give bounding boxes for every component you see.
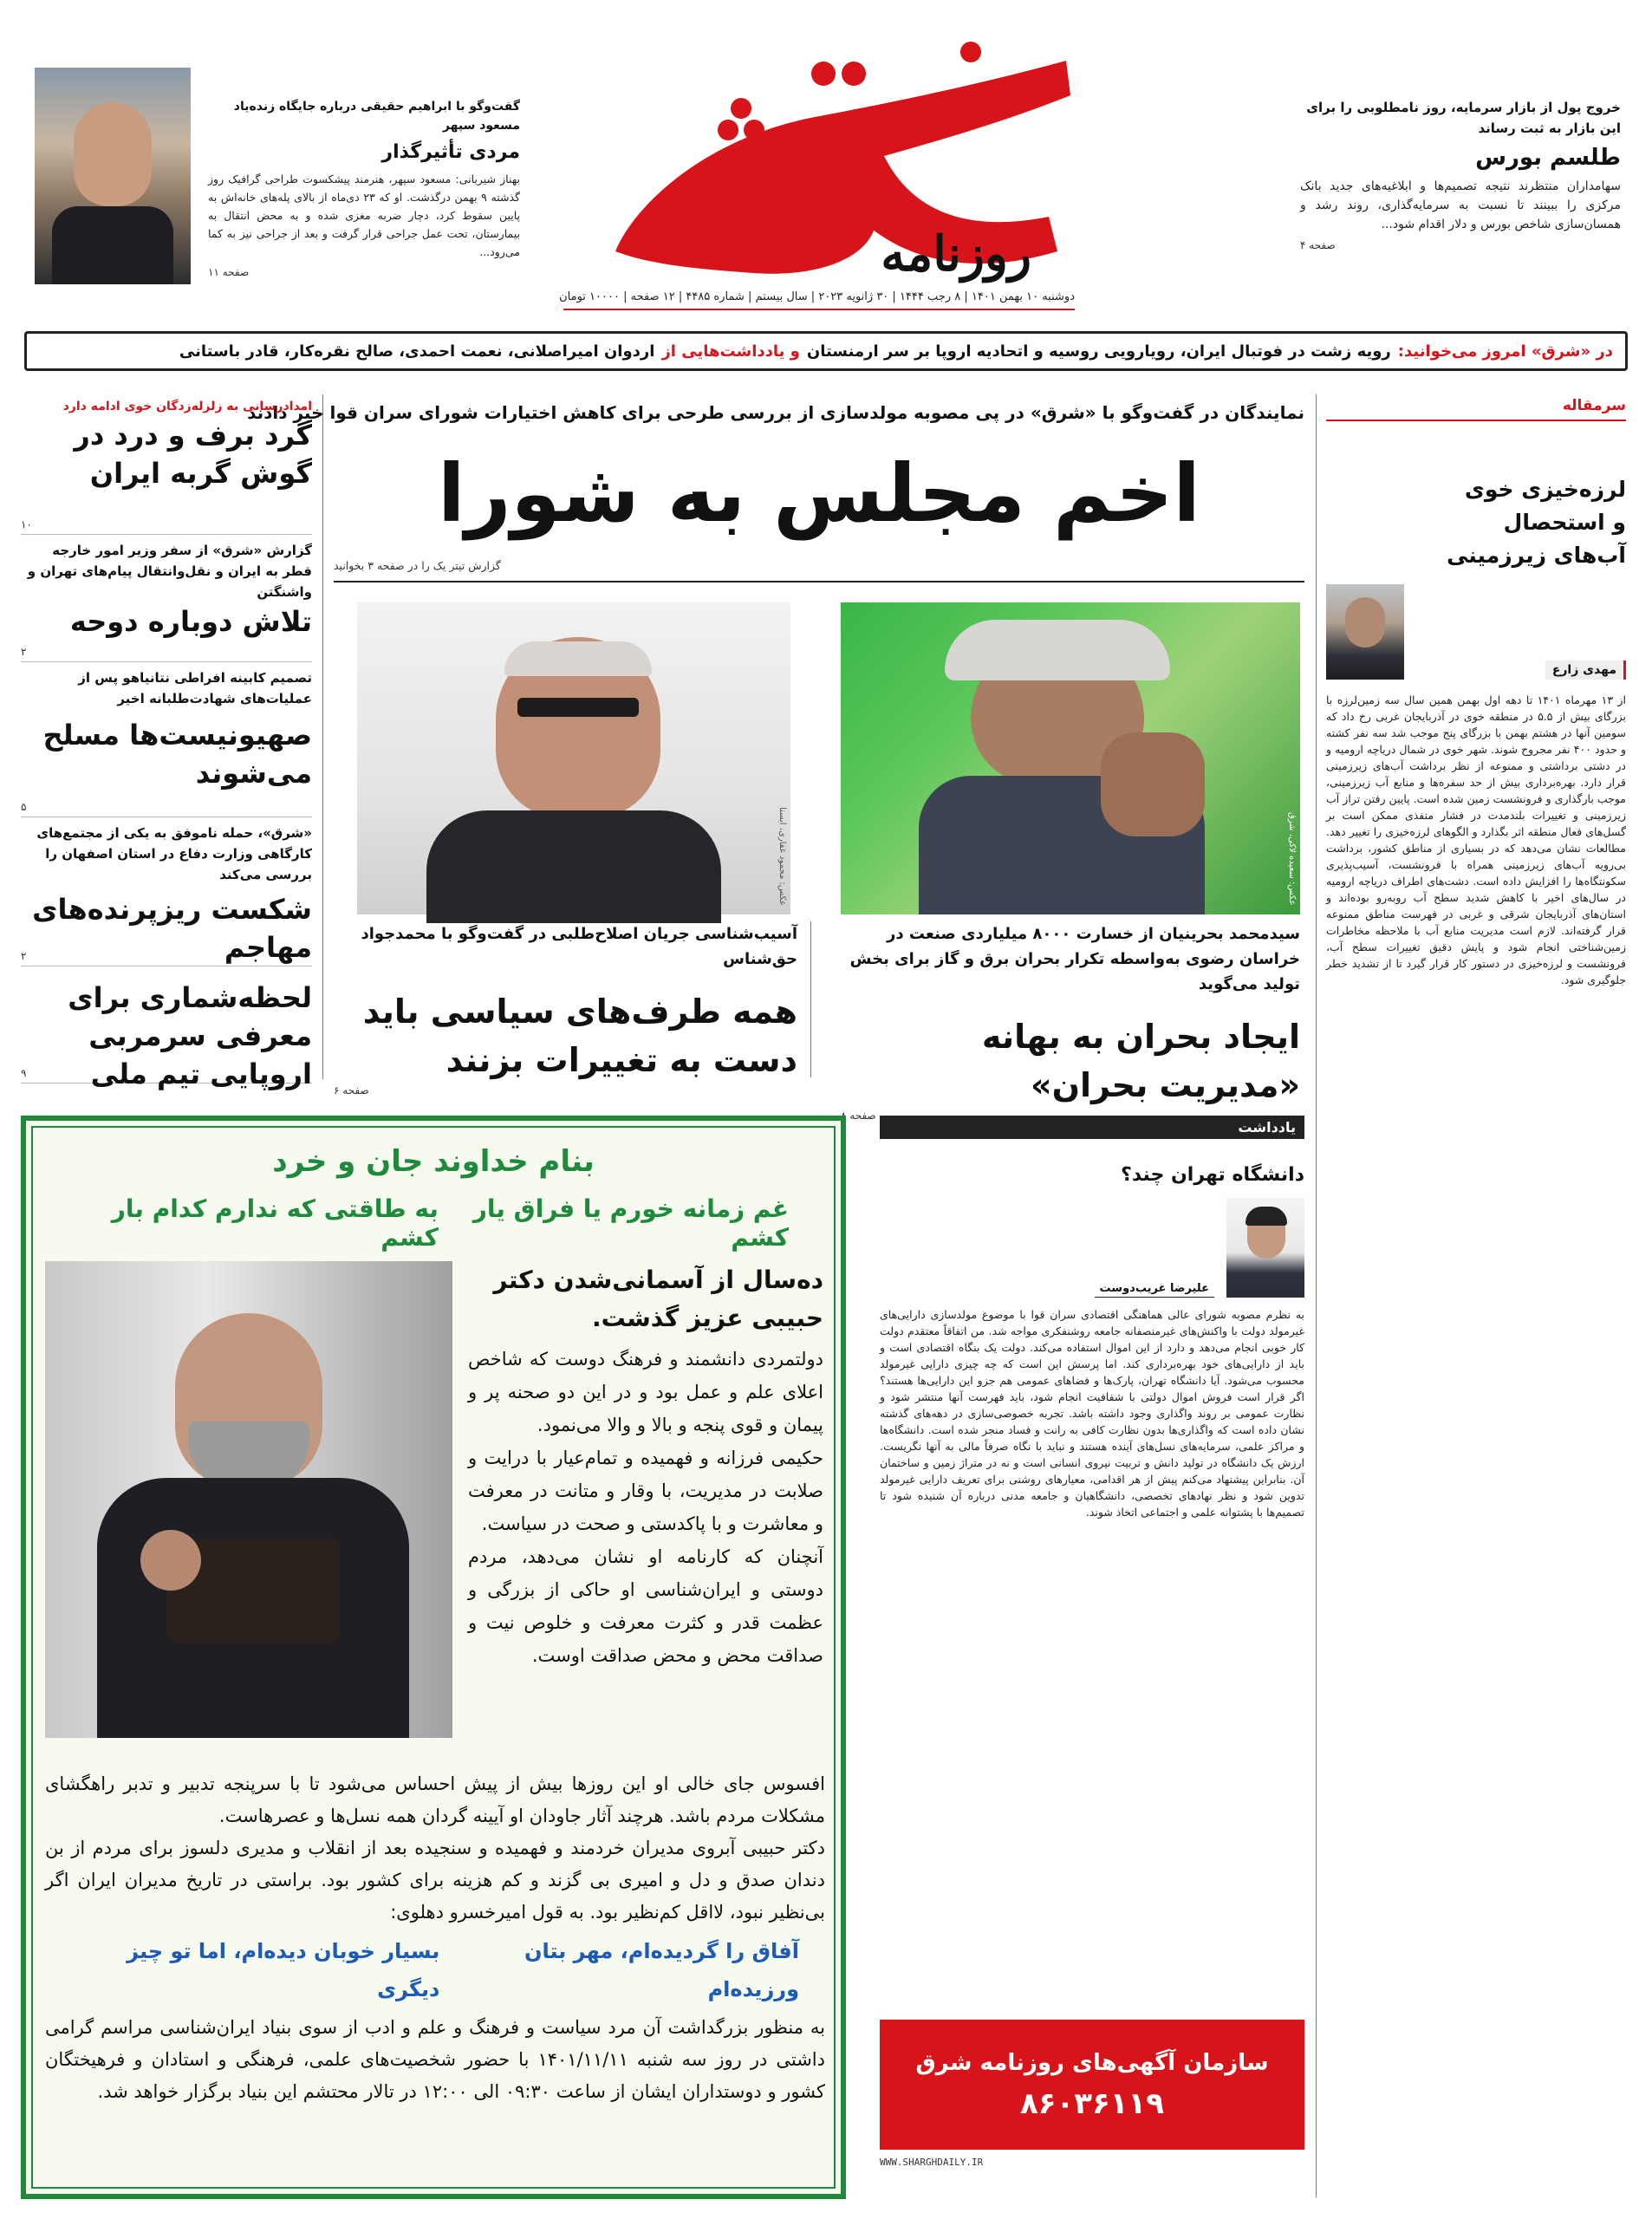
memorial-bismillah: بنام خداوند جان و خرد (272, 1144, 595, 1179)
left-sub-title[interactable]: همه طرف‌های سیاسی باید دست به تغییرات بزنند (362, 992, 797, 1079)
top-right-body: سهامداران منتظرند نتیجه تصمیم‌ها و ابلاغیه‌های جدید بانک مرکزی را ببینند تا نسبت به سرمایه‌گذاری، روند رشد و همسان‌سازی شاخص بورس و دلار اقدام شود... (1300, 179, 1621, 231)
sidebar-item-page: ۲ (21, 950, 27, 962)
sidebar-item-kicker: تصمیم کابینه افراطی نتانیاهو پس از عملیات‌های شهادت‌طلبانه اخیر (78, 670, 312, 706)
top-left-title[interactable]: مردی تأثیرگذار (381, 141, 520, 163)
haghshenas-photo (357, 602, 790, 914)
memorial-verse (43, 1194, 823, 1252)
top-right-teaser (1300, 97, 1621, 251)
main-headline[interactable]: اخم مجلس به شورا (438, 447, 1200, 540)
editorial-author: مهدی زارع (1545, 660, 1626, 680)
right-sub-kicker: سیدمحمد بحرینیان از خسارت ۸۰۰۰ میلیاردی صنعت در خراسان رضوی به‌واسطه تکرار بحران برق و گاز برای بخش تولید می‌گوید (849, 925, 1300, 993)
photo-credit-2: عکس: محمود غفاری، ایسنا (777, 806, 787, 906)
column-divider-right (1316, 394, 1317, 2197)
logo-subtitle: روزنامه (881, 225, 1031, 283)
right-substory (841, 921, 1300, 1122)
sidebar-item-page: ۵ (21, 801, 27, 813)
verse2-right: آفاق را گردیده‌ام، مهر بتان ورزیده‌ام (524, 1939, 799, 2001)
teaser-lead: در «شرق» امروز می‌خوانید: (1397, 342, 1613, 361)
bahreinian-photo (841, 602, 1300, 914)
sidebar-item-page: ۱۰ (21, 518, 32, 530)
editorial-body: از ۱۳ مهرماه ۱۴۰۱ تا دهه اول بهمن همین سال سه زمین‌لرزه با بزرگای بیش از ۵.۵ در منطقه خوی در آذربایجان غربی رخ داد که سومین آنها در هشتم بهمن با بزرگای پنج موجب شد سه نفر کشته و حدود ۴۰۰ نفر مجروح شوند. شهر خوی در شمال دریاچه ارومیه و در دشتی برداشتی و ممنوعه از نظر برداشت آب‌های زیرزمینی قرار دارد. بهره‌برداری بیش از حد سفره‌ها و منابع آب زیرزمینی، موجب بارگذاری و فرونشست زمین شده است. پایین رفتن تراز آب زیرزمینی و تغییرات بلندمدت در فشار منفذی ممکن است بر گسل‌های فعال منطقه اثر بگذارد و الگوهای لرزه‌خیزی را تغییر دهد. مطالعات نشان می‌دهد که در بسیاری از مناطق کشور، برداشت بی‌رویه آب‌های زیرزمینی همراه با فرونشست، آسیب‌پذیری سکونتگاه‌ها را افزایش داده است. دشت‌های اطراف دریاچه ارومیه در سال‌های اخیر با کاهش شدید سطح آب روبه‌رو بوده‌اند و استان‌های آذربایجان شرقی و غربی در فهرست مناطق ممنوعه قرار گرفته‌اند. لازم است مدیریت منابع آب با ملاحظه مخاطرات زمین‌شناختی انجام شود و پایش دقیق تغییرات سطح آب، فرونشست و لرزه‌خیزی در دستور کار قرار گیرد تا از تشدید خطر جلوگیری شود. (1326, 693, 1627, 986)
date-line: دوشنبه ۱۰ بهمن ۱۴۰۱ | ۸ رجب ۱۴۴۴ | ۳۰ ژانویه ۲۰۲۳ | سال بیستم | شماره ۴۴۸۵ | ۱۲ صفحه | ۱۰۰۰۰ تومان (559, 290, 1075, 303)
masthead-rule (563, 309, 1075, 310)
editorial-column (1326, 397, 1626, 2131)
memorial-title: ده‌سال از آسمانی‌شدن دکتر حبیبی عزیز گذشت. (493, 1266, 823, 1332)
note-body: به نظرم مصوبه شورای عالی هماهنگی اقتصادی سران قوا با موضوع مولدسازی دارایی‌های غیرمولد دولت با واکنش‌های غیرمنصفانه جامعه روشنفکری مواجه شد. من اتفاقاً معتقدم دولت کار خوبی انجام می‌دهد و دارد از این اموال استفاده می‌کند. دولت یک بنگاه اقتصادی است و باید از دارایی‌های خود بهره‌برداری کند. اما پرسش این است که چه چیزی دارایی غیرمولد محسوب می‌شود. آیا دانشگاه تهران، پارک‌ها و فضاهای عمومی هم جزو این دارایی‌ها هستند؟ اگر قرار است فروش اموال دولتی با شفافیت انجام شود، باید فهرست آنها منتشر شود و نظارت عمومی بر روند واگذاری وجود داشته باشد. تجربه خصوصی‌سازی در دهه‌های گذشته نشان داده است که واگذاری‌ها بدون نظارت کافی به رانت و فساد منجر شده است. دانشگاه‌ها و مراکز علمی، سرمایه‌های نسل‌های آینده هستند و نباید با نگاه صرفاً مالی به آنها نگریست. ارزش یک دانشگاه در تولید دانش و تربیت نیروی انسانی است و نه در متراژ زمین و ساختمان آن. بنابراین پیشنهاد می‌کنم پیش از هر اقدامی، معیارهای روشنی برای تعریف دارایی غیرمولد تدوین شود و نظر نهادهای تخصصی، دانشگاهیان و جامعه مدنی درباره آن شنیده شود تا تصمیم‌ها با پشتوانه علمی و اجتماعی اتخاذ شوند. (880, 1308, 1304, 1519)
sidebar-item[interactable] (21, 535, 312, 662)
memorial-p3-start: آنچنان که کارنامه او نشان می‌دهد، مردم دوستی و ایران‌شناسی او حاکی از بزرگی و عظمت قدر و کثرت معرفت و خلوص نیت و صداقت محض و محض صداقت اوست. (468, 1546, 823, 1666)
left-sub-page: صفحه ۶ (334, 1084, 369, 1096)
top-left-teaser (208, 97, 520, 278)
verse-right: غم زمانه خورم یا فراق یار کشم (472, 1194, 789, 1252)
verse2-left: بسیار خوبان دیده‌ام، اما تو چیز دیگری (127, 1939, 440, 2001)
top-left-page: صفحه ۱۱ (208, 266, 250, 278)
main-kicker: نمایندگان در گفت‌وگو با «شرق» در پی مصوبه مولدسازی از بررسی طرحی برای کاهش اختیارات شورای سران قوا خبر دادند (247, 402, 1304, 423)
sidebar-item-title[interactable]: تلاش دوباره دوحه (69, 605, 312, 638)
editorial-section (1326, 397, 1626, 421)
zare-portrait (1326, 584, 1404, 680)
memorial-p6: به منظور بزرگداشت آن مرد سیاست و فرهنگ و علم و ادب از سوی بنیاد ایران‌شناسی مراسم گرامی داشتی در روز سه شنبه ۱۴۰۱/۱۱/۱۱ با حضور شخصیت‌های علمی، فرهنگی و استادان و فرهیختگان کشور و دوستداران ایشان از ساعت ۰۹:۳۰ الی ۱۲:۰۰ در تالار محتشم این بنیاد برگزار خواهد شد. (45, 2017, 825, 2102)
sidebar-item[interactable] (21, 397, 312, 535)
top-right-kicker: خروج پول از بازار سرمایه، روز نامطلوبی را برای این بازار به ثبت رساند (1306, 100, 1621, 136)
sidebar-item-title[interactable]: گرد برف و درد در گوش گربه ایران (74, 419, 312, 490)
top-left-body: بهناز شیربانی: مسعود سپهر، هنرمند پیشکسوت طراحی گرافیک روز گذشته ۹ بهمن درگذشت. او که ۲۳ دی‌ماه از بالای پله‌های خانه‌اش به پایین سقوط کرد، دچار ضربه مغزی شده و به محض انتقال به بیمارستان، تحت عمل جراحی قرار گرفت و بعد از جراحی نیز به کما می‌رود... (208, 172, 520, 258)
memorial-p2: حکیمی فرزانه و فهمیده و تمام‌عیار با درایت و صلابت در مدیریت، با وقار و متانت در معرفت و معاشرت و با پاکدستی و صحت در سیاست. (468, 1448, 823, 1534)
sidebar-item[interactable] (21, 817, 312, 966)
teaser-lead-2: و یادداشت‌هایی از (661, 342, 800, 361)
sidebar-item-title[interactable]: لحظه‌شماری برای معرفی سرمربی اروپایی تیم ملی (68, 981, 312, 1090)
memorial-text-bottom (45, 1768, 825, 2108)
sidebar-item[interactable] (21, 966, 312, 1090)
top-left-kicker: گفت‌وگو با ابراهیم حقیقی درباره جایگاه زنده‌یاد مسعود سپهر (233, 100, 520, 133)
left-sub-kicker: آسیب‌شناسی جریان اصلاح‌طلبی در گفت‌وگو با محمدجواد حق‌شناس (361, 925, 797, 968)
note-author: علیرضا غریب‌دوست (1095, 1280, 1214, 1298)
verse-left: به طاقتی که ندارم کدام بار کشم (111, 1194, 439, 1252)
sidebar-item-kicker: گزارش «شرق» از سفر وزیر امور خارجه قطر به ایران و نقل‌وانتقال پیام‌های تهران و واشنگتن (27, 543, 312, 600)
ad-box[interactable] (880, 2020, 1304, 2150)
teaser-authors[interactable]: اردوان امیراصلانی، نعمت احمدی، صالح نقره‌کار، قادر باستانی (179, 342, 655, 361)
memorial-text-top (468, 1261, 823, 1672)
right-sub-title[interactable]: ایجاد بحران به بهانه «مدیریت بحران» (981, 1018, 1300, 1104)
memorial-verse-2 (45, 1932, 825, 2008)
note-title[interactable]: دانشگاه تهران چند؟ (1121, 1164, 1304, 1186)
sidebar-item-kicker: امدادرسانی به زلزله‌زدگان خوی ادامه دارد (62, 400, 312, 413)
note-column (880, 1116, 1304, 1878)
sidebar (21, 397, 312, 1090)
photo-credit-1: عکس: سعیده لاکی، شرق (1287, 812, 1297, 906)
right-sub-page: صفحه (849, 1110, 876, 1122)
sidebar-item-title[interactable]: شکست ریزپرنده‌های مهاجم (32, 893, 312, 964)
ad-line-1: سازمان آگهی‌های روزنامه شرق (915, 2050, 1269, 2076)
column-divider-left (322, 394, 323, 1079)
site-url[interactable]: WWW.SHARGHDAILY.IR (880, 2157, 984, 2168)
memorial-p5: دکتر حبیبی آبروی مدیران خردمند و فهمیده و سنجیده بعد از انقلاب و مدیری دلسوز برای مردم از بن دندان صدق و دل و امیری بی گزند و کم هزینه برای کشور بود. براستی در تاریخ مدیران ایران اگر بی‌نظیر نبود، لااقل کم‌نظیر بود. به قول امیرخسرو دهلوی: (45, 1838, 825, 1923)
sidebar-item-title[interactable]: صهیونیست‌ها مسلح می‌شوند (42, 719, 312, 790)
editorial-section-label: سرمقاله (1562, 397, 1626, 414)
editorial-title[interactable]: لرزه‌خیزی خوی و استحصال آب‌های زیرزمینی (1447, 477, 1626, 568)
ad-line-2: ۸۶۰۳۶۱۱۹ (1019, 2086, 1164, 2121)
left-substory (334, 921, 797, 1096)
note-section-label: یادداشت (1238, 1119, 1296, 1136)
sidebar-item-page: ۲ (21, 646, 27, 658)
main-rule (334, 581, 1304, 582)
sidebar-item-page: ۹ (21, 1067, 27, 1079)
sub-divider (810, 921, 811, 1077)
gharibdoust-portrait (1226, 1198, 1304, 1298)
sepehr-portrait (35, 68, 191, 284)
habibi-photo (45, 1261, 452, 1738)
memorial-p4: افسوس جای خالی او این روزها بیش از پیش احساس می‌شود تا با سرپنجه تدبیر و تدبر راهگشای مشکلات مردم باشد. هرچند آثار جاودان او آیینه گردان همه نسل‌ها و عصرهاست. (45, 1773, 825, 1826)
masthead-logo (598, 35, 1083, 295)
top-right-page: صفحه ۴ (1300, 239, 1336, 251)
main-pointer[interactable]: گزارش تیتر یک را در صفحه ۳ بخوانید (334, 559, 501, 572)
memorial-p1: دولتمردی دانشمند و فرهنگ دوست که شاخص اعلای علم و عمل بود و در این دو صحنه پر و پیمان و قوی پنجه و بالا و والا می‌نمود. (468, 1349, 823, 1435)
top-right-title[interactable]: طلسم بورس (1475, 145, 1621, 171)
sidebar-item-kicker: «شرق»، حمله ناموفق به یکی از مجتمع‌های کارگاهی وزارت دفاع در استان اصفهان را بررسی می‌کند (36, 825, 312, 882)
teaser-items[interactable]: رویه زشت در فوتبال ایران، رویارویی روسیه و اتحادیه اروپا بر سر ارمنستان (806, 342, 1391, 361)
sidebar-item[interactable] (21, 662, 312, 817)
note-section (880, 1116, 1304, 1139)
teaser-bar (24, 331, 1628, 371)
